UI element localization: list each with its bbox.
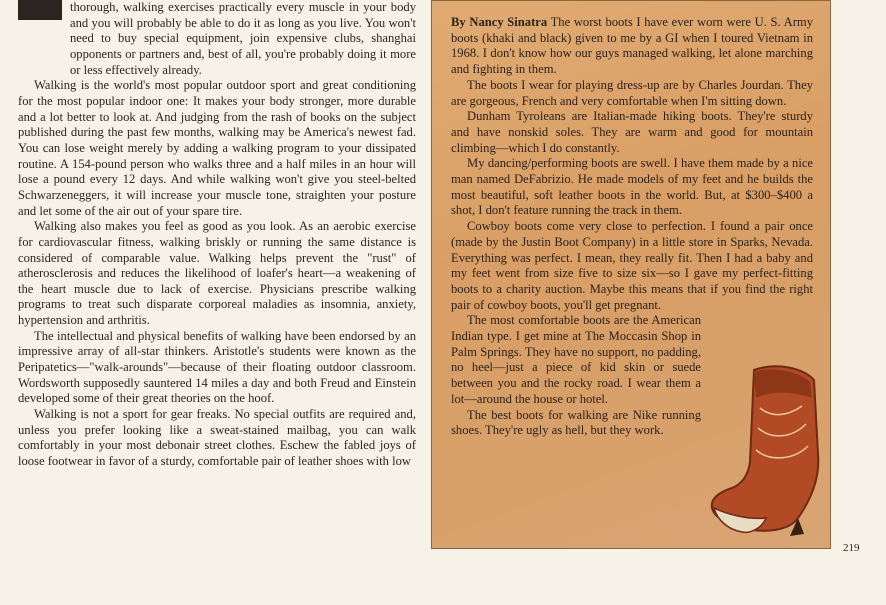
cowboy-boot-illustration (706, 358, 824, 538)
sidebar-paragraph (451, 15, 813, 78)
sidebar-paragraph: Dunham Tyroleans are Italian-made hiking boots. They're sturdy and have nonskid soles. They are warm and good for mountain climbing—which I do constantly. (451, 109, 813, 155)
drop-cap (18, 0, 62, 20)
article-paragraph: Walking is the world's most popular outdoor sport and great conditioning for the most popular indoor one: It makes your body stronger, more durable and a lot better to look at. And judging from the rash of books on the subject published during the past few months, walking may be America's newest fad. You can lose weight merely by adding a walking program to your dissipated routine. A 154-pound person who walks three and a half miles in an hour will lose a pound every 12 days. And while walking won't give you steel-belted Schwarzeneggers, it will increase your muscle tone, straighten your posture and let some of the air out of your spare tire. (18, 78, 416, 218)
sidebar-paragraph: The boots I wear for playing dress-up are by Charles Jourdan. They are gorgeous, French and very comfortable when I'm sitting down. (451, 77, 813, 108)
page-number: 219 (843, 542, 860, 554)
sidebar-paragraph: The most comfortable boots are the American Indian type. I get mine at The Moccasin Shop in Palm Springs. They have no support, no padding, no heel—just a piece of kid skin or suede between you and the rocky road. I wear them a lot—around the house or hotel. (451, 313, 701, 406)
byline: By Nancy Sinatra (451, 15, 548, 29)
paragraph-text: thorough, walking exercises practically every muscle in your body and you will probably be able to do it as long as you live. You won't need to buy special equipment, join expensive clubs, shanghai opponents or partners and, best of all, you're probably doing it more or less effectively already. (70, 0, 416, 77)
sidebar-box (431, 0, 831, 549)
article-column (18, 0, 416, 470)
article-paragraph (18, 0, 416, 78)
sidebar-paragraph: My dancing/performing boots are swell. I have them made by a nice man named DeFabrizio. He made models of my feet and he builds the most beautiful, soft leather boots in the world. But, at $300–$400 a shot, I don't feature running the track in them. (451, 156, 813, 218)
article-paragraph: The intellectual and physical benefits of walking have been endorsed by an impressive array of all-star thinkers. Aristotle's students were known as the Peripatetics—"walk-arounds"—because of their floating outdoor classroom. Wordsworth supposedly sauntered 14 miles a day and both Freud and Einstein developed some of their great theories on the hoof. (18, 328, 416, 406)
article-paragraph: Walking is not a sport for gear freaks. No special outfits are required and, unless you prefer looking like a sweat-stained mailbag, you can walk comfortably in your most debonair street clothes. Eschew the fabled joys of loose footwear in favor of a sturdy, comfortable pair of leather shoes with low (18, 407, 416, 469)
sidebar-paragraph: Cowboy boots come very close to perfection. I found a pair once (made by the Justin Boot Company) in a little store in Sparks, Nevada. Everything was perfect. I mean, they really fit. Then I had a baby and my feet went from size five to size six—so I gave my perfect-fitting boots to a charity auction. Maybe this means that if you find the right pair of cowboy boots, you'll get pregnant. (451, 219, 813, 312)
paragraph-text: The worst boots I have ever worn were U. S. Army boots (khaki and black) given to me by a GI when I toured Vietnam in 1968. I don't know how our guys managed walking, let alone marching and fighting in them. (451, 15, 813, 77)
sidebar-paragraph: The best boots for walking are Nike running shoes. They're ugly as hell, but they work. (451, 407, 701, 438)
article-paragraph: Walking also makes you feel as good as you look. As an aerobic exercise for cardiovascular fitness, walking briskly or running the same distance is considered of comparable value. Walking helps prevent the "rust" of atherosclerosis and reduces the likelihood of loafer's heart—a weakening of the heart muscle due to lack of exercise. Physicians prescribe walking programs to treat such disparate corporeal maladies as insomnia, anxiety, hypertension and arthritis. (18, 219, 416, 328)
